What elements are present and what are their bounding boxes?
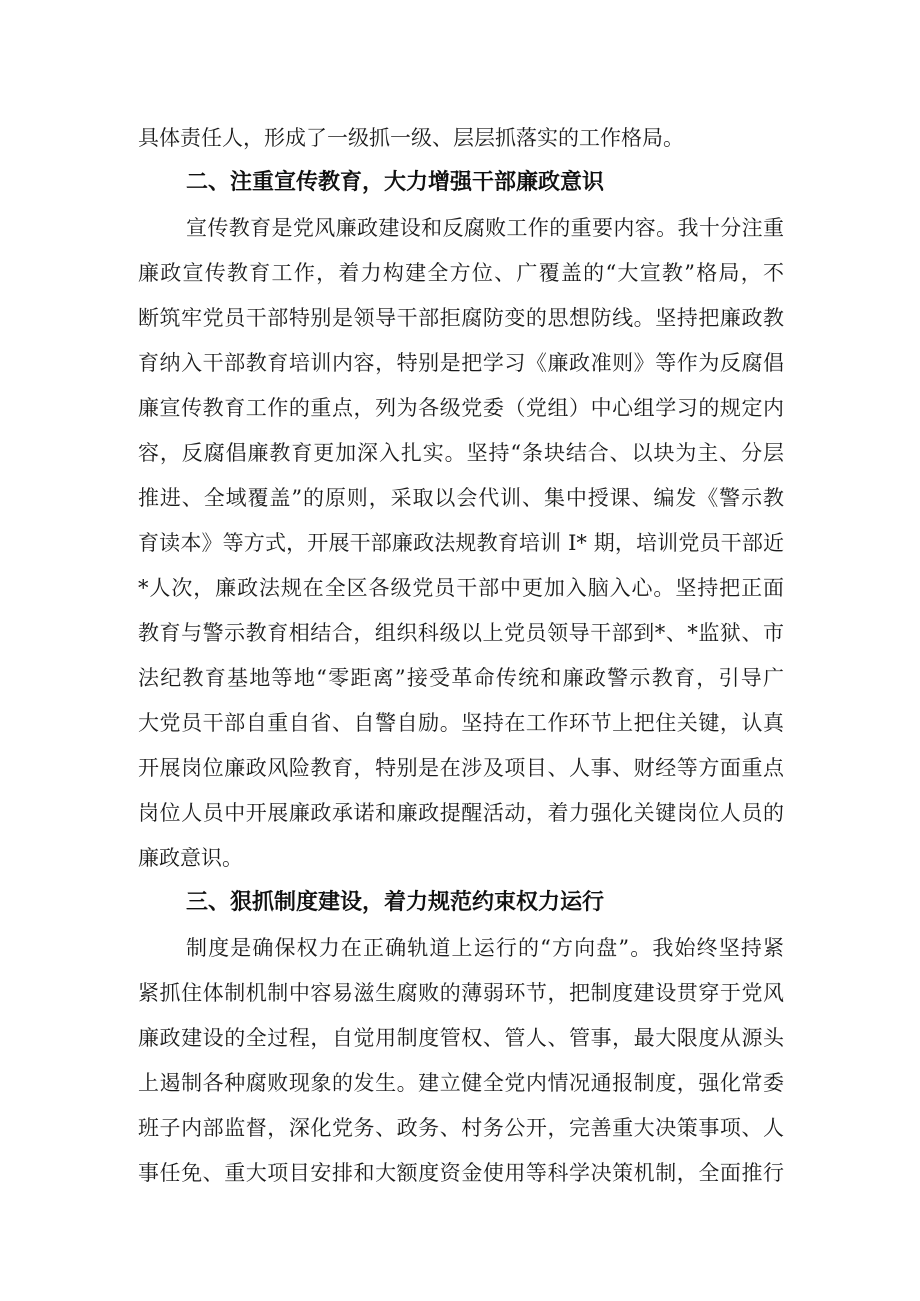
paragraph-line: 上遏制各种腐败现象的发生。建立健全党内情况通报制度，强化常委	[138, 1071, 784, 1095]
section-2-heading: 二、注重宣传教育，大力增强干部廉政意识	[186, 170, 605, 195]
paragraph-line: 廉政宣传教育工作，着力构建全方位、广覆盖的“大宣教”格局，不	[138, 261, 784, 285]
paragraph-line: 班子内部监督，深化党务、政务、村务公开，完善重大决策事项、人	[138, 1116, 784, 1140]
paragraph-line: 宣传教育是党风廉政建设和反腐败工作的重要内容。我十分注重	[186, 216, 784, 240]
paragraph-line: 断筑牢党员干部特别是领导干部拒腐防变的思想防线。坚持把廉政教	[138, 306, 784, 330]
paragraph-line: 育纳入干部教育培训内容，特别是把学习《廉政准则》等作为反腐倡	[138, 351, 784, 375]
intro-paragraph-line: 具体责任人，形成了一级抓一级、层层抓落实的工作格局。	[138, 126, 684, 150]
paragraph-line: 廉宣传教育工作的重点，列为各级党委（党组）中心组学习的规定内	[138, 396, 784, 420]
paragraph-line: 岗位人员中开展廉政承诺和廉政提醒活动，着力强化关键岗位人员的	[138, 801, 784, 825]
paragraph-line: 紧抓住体制机制中容易滋生腐败的薄弱环节，把制度建设贯穿于党风	[138, 981, 784, 1005]
paragraph-line: 开展岗位廉政风险教育，特别是在涉及项目、人事、财经等方面重点	[138, 756, 784, 780]
paragraph-line: 廉政意识。	[138, 846, 243, 870]
paragraph-line: 法纪教育基地等地“零距离”接受革命传统和廉政警示教育，引导广	[138, 666, 784, 690]
paragraph-line: 推进、全域覆盖”的原则，采取以会代训、集中授课、编发《警示教	[138, 486, 784, 510]
paragraph-line: 教育与警示教育相结合，组织科级以上党员领导干部到*、*监狱、市	[138, 621, 784, 645]
paragraph-line: 大党员干部自重自省、自警自励。坚持在工作环节上把住关键，认真	[138, 711, 784, 735]
paragraph-line: 容，反腐倡廉教育更加深入扎实。坚持“条块结合、以块为主、分层	[138, 441, 784, 465]
section-3-heading: 三、狠抓制度建设，着力规范约束权力运行	[186, 890, 605, 915]
paragraph-line: *人次，廉政法规在全区各级党员干部中更加入脑入心。坚持把正面	[138, 576, 784, 600]
paragraph-line: 制度是确保权力在正确轨道上运行的“方向盘”。我始终坚持紧	[186, 936, 784, 960]
paragraph-line: 廉政建设的全过程，自觉用制度管权、管人、管事，最大限度从源头	[138, 1026, 784, 1050]
paragraph-line: 育读本》等方式，开展干部廉政法规教育培训 I* 期，培训党员干部近	[138, 531, 784, 555]
paragraph-line: 事任免、重大项目安排和大额度资金使用等科学决策机制，全面推行	[138, 1161, 784, 1185]
